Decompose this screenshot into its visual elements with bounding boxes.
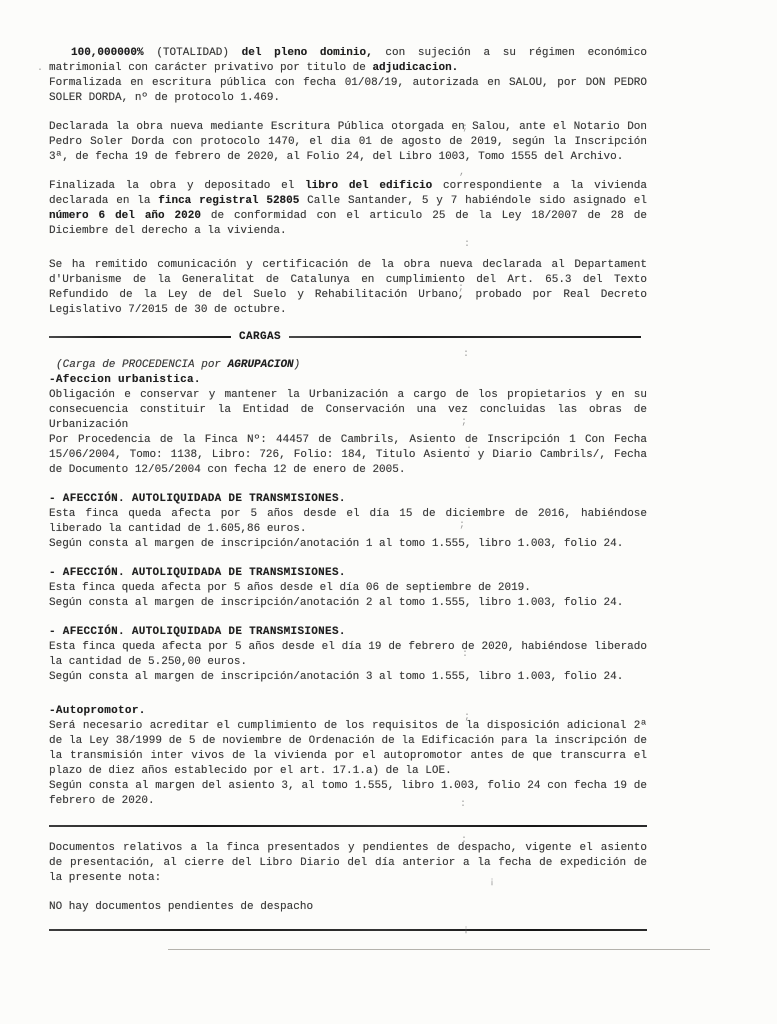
scan-speck <box>462 124 468 134</box>
afeccion-transmisiones-3-header: - AFECCIÓN. AUTOLIQUIDADA DE TRANSMISIONES. <box>49 626 346 638</box>
scan-speck <box>463 926 469 936</box>
carga-procedencia-note: (Carga de PROCEDENCIA por AGRUPACION) <box>56 359 301 371</box>
afeccion-transmisiones-3-body: Esta finca queda afecta por 5 años desde el día 19 de febrero de 2020, habiéndose liberado la cantidad de 5.250,00 euros. <box>49 641 647 668</box>
scan-line-artifact <box>168 949 710 950</box>
scan-speck <box>466 446 472 456</box>
afeccion-transmisiones-3-margin-note: Según consta al margen de inscripción/anotación 3 al tomo 1.555, libro 1.003, folio 24. <box>49 671 624 683</box>
section-divider <box>49 929 647 931</box>
scan-speck <box>37 66 43 76</box>
autopromotor-body: Será necesario acreditar el cumplimiento de los requisitos de la disposición adicional 2ª de la Ley 38/1999 de 5 de noviembre de Ordenación de la Edificación para la inscripción de la transmisión inter vivos de la vivienda por el autopromotor antes de que transcurra el plazo de diez años establecido por el art. 17.1.a) de la LOE. <box>49 720 647 777</box>
paragraph-obra-nueva-declarada: Declarada la obra nueva mediante Escritura Pública otorgada en Salou, ante el Notario Don Pedro Soler Dorda con protocolo 1470, el dia 01 de agosto de 2019, según la Inscripción 3ª, de fecha 19 de febrero de 2020, al Folio 24, del Libro 1003, Tomo 1555 del Archivo. <box>49 121 647 163</box>
scan-speck <box>458 284 464 294</box>
paragraph-pleno-dominio: 100,000000% (TOTALIDAD) del pleno dominio, con sujeción a su régimen económico matrimonial con carácter privativo por titulo de adjudicacion. <box>49 47 647 74</box>
scan-speck <box>464 240 470 250</box>
cargas-section-title: CARGAS <box>239 330 282 343</box>
afeccion-urbanistica-title: -Afeccion urbanistica. <box>49 374 201 386</box>
paragraph-comunicacion-urbanisme: Se ha remitido comunicación y certificación de la obra nueva declarada al Departament d'Urbanisme de la Generalitat de Catalunya en cumplimiento del Art. 65.3 del Texto Refundido de la Ley de del Suelo y Rehabilitación Urbano, probado por Real Decreto Legislativo 7/2015 de 30 de octubre. <box>49 259 647 316</box>
paragraph-procedencia-finca: Por Procedencia de la Finca Nº: 44457 de Cambrils, Asiento de Inscripción 1 Con Fecha 15/06/2004, Tomo: 1138, Libro: 726, Folio: 184, Titulo Asiento y Diario Cambrils/, Fecha de Documento 12/05/2004 con fecha 12 de enero de 2005. <box>49 434 647 476</box>
cargas-section-heading <box>49 330 647 344</box>
scan-speck <box>459 168 465 178</box>
afeccion-transmisiones-1-margin-note: Según consta al margen de inscripción/anotación 1 al tomo 1.555, libro 1.003, folio 24. <box>49 538 624 550</box>
autopromotor-margin-note: Según consta al margen del asiento 3, al tomo 1.555, libro 1.003, folio 24 con fecha 19 de febrero de 2020. <box>49 780 647 807</box>
paragraph-documentos-pendientes-intro: Documentos relativos a la finca presentados y pendientes de despacho, vigente el asiento de presentación, al cierre del Libro Diario del día anterior a la fecha de expedición de la presente nota: <box>49 842 647 884</box>
paragraph-libro-del-edificio: Finalizada la obra y depositado el libro del edificio correspondiente a la vivienda declarada en la finca registral 52805 Calle Santander, 5 y 7 habiéndole sido asignado el número 6 del año 2020 de conformidad con el articulo 25 de la Ley 18/2007 de 28 de Diciembre del derecho a la vivienda. <box>49 180 648 237</box>
section-divider <box>49 825 647 827</box>
scan-speck <box>461 836 467 846</box>
afeccion-transmisiones-1-body: Esta finca queda afecta por 5 años desde el día 15 de diciembre de 2016, habiéndose liberado la cantidad de 1.605,86 euros. <box>49 508 647 535</box>
paragraph-obligacion-urbanizacion: Obligación e conservar y mantener la Urbanización a cargo de los propietarios y en su consecuencia constituir la Entidad de Conservación una vez concluidas las obras de Urbanización <box>49 389 647 431</box>
autopromotor-title: -Autopromotor. <box>49 705 146 717</box>
afeccion-transmisiones-2-body: Esta finca queda afecta por 5 años desde el día 06 de septiembre de 2019. <box>49 582 531 594</box>
afeccion-transmisiones-2-header: - AFECCIÓN. AUTOLIQUIDADA DE TRANSMISIONES. <box>49 567 346 579</box>
cargas-rule-left <box>49 336 231 338</box>
document-text-block <box>49 46 647 931</box>
cargas-rule-right <box>289 336 641 338</box>
scan-speck <box>489 878 495 888</box>
scan-speck <box>461 418 467 428</box>
scan-speck <box>462 650 468 660</box>
paragraph-formalizada: Formalizada en escritura pública con fecha 01/08/19, autorizada en SALOU, por DON PEDRO SOLER DORDA, nº de protocolo 1.469. <box>49 77 647 104</box>
afeccion-transmisiones-2-margin-note: Según consta al margen de inscripción/anotación 2 al tomo 1.555, libro 1.003, folio 24. <box>49 597 624 609</box>
documentos-pendientes-status: NO hay documentos pendientes de despacho <box>49 901 314 913</box>
scan-speck <box>460 800 466 810</box>
scan-speck <box>459 521 465 531</box>
scan-speck <box>464 713 470 723</box>
scan-speck <box>463 350 469 360</box>
afeccion-transmisiones-1-header: - AFECCIÓN. AUTOLIQUIDADA DE TRANSMISIONES. <box>49 493 346 505</box>
